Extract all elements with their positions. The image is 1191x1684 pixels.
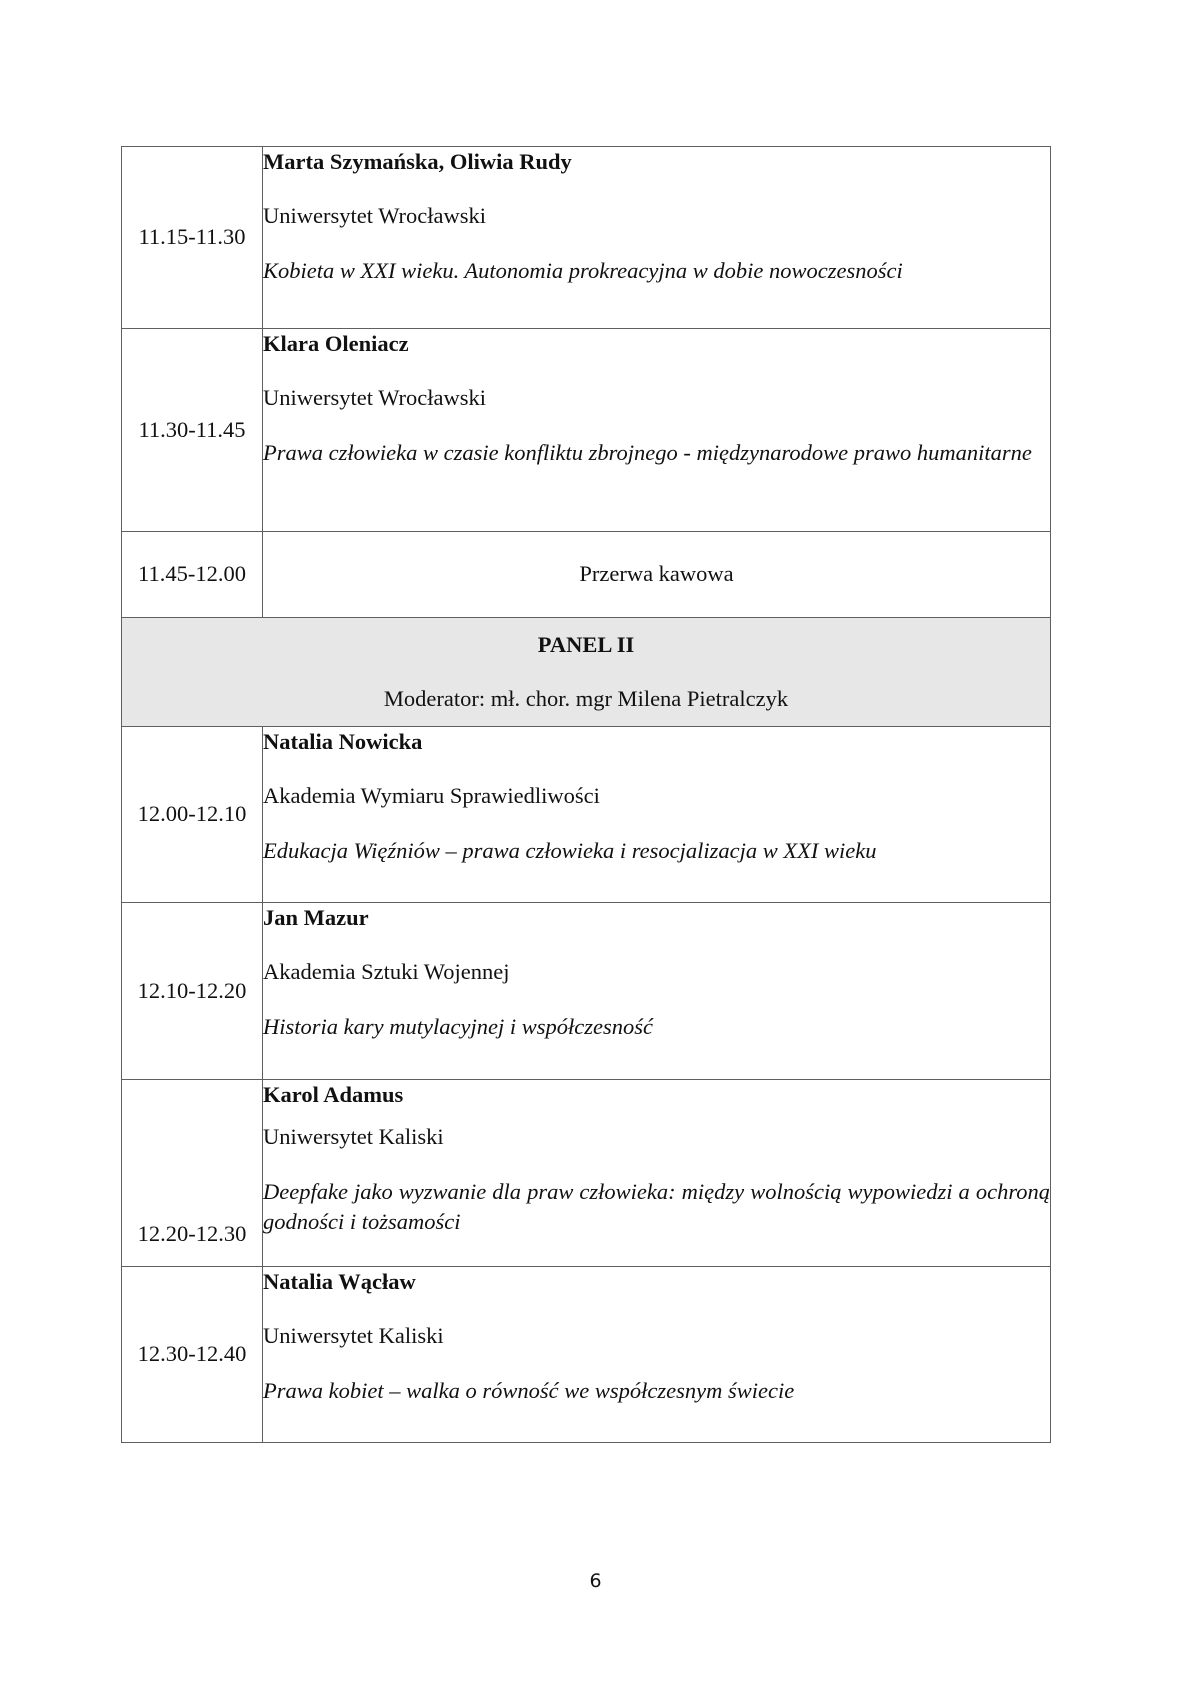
- time-slot: 12.30-12.40: [122, 1267, 263, 1443]
- talk-details: [263, 147, 1051, 329]
- page-number: 6: [589, 1570, 602, 1592]
- time-slot: 12.20-12.30: [122, 1080, 263, 1267]
- time-slot: 11.30-11.45: [122, 329, 263, 532]
- speaker-name: Marta Szymańska, Oliwia Rudy: [263, 149, 572, 174]
- talk-topic: Historia kary mutylacyjnej i współczesność: [263, 1013, 653, 1039]
- talk-details: [263, 727, 1051, 903]
- speaker-affiliation: Uniwersytet Wrocławski: [263, 385, 487, 411]
- speaker-name: Klara Oleniacz: [263, 331, 409, 356]
- talk-details: [263, 1267, 1051, 1443]
- table-row: [122, 1267, 1051, 1443]
- table-row: [122, 727, 1051, 903]
- panel-moderator: Moderator: mł. chor. mgr Milena Pietralczyk: [383, 686, 789, 711]
- panel-header: [122, 618, 1051, 727]
- speaker-affiliation: Akademia Wymiaru Sprawiedliwości: [263, 783, 600, 809]
- table-row: [122, 147, 1051, 329]
- table-row: [122, 1080, 1051, 1267]
- panel-title: PANEL II: [537, 631, 635, 657]
- speaker-name: Natalia Wącław: [263, 1269, 416, 1294]
- break-row: [122, 532, 1051, 618]
- time-slot: 12.10-12.20: [122, 903, 263, 1080]
- talk-topic: Deepfake jako wyzwanie dla praw człowieka: między wolnością wypowiedzi a ochroną godności i tożsamości: [263, 1178, 1050, 1235]
- speaker-affiliation: Uniwersytet Kaliski: [263, 1124, 444, 1150]
- talk-details: [263, 903, 1051, 1080]
- talk-topic: Prawa kobiet – walka o równość we współczesnym świecie: [263, 1377, 795, 1403]
- time-slot: 11.45-12.00: [122, 532, 263, 618]
- speaker-name: Jan Mazur: [263, 905, 369, 930]
- table-row: [122, 329, 1051, 532]
- panel-header-row: [122, 618, 1051, 727]
- coffee-break-label: Przerwa kawowa: [263, 532, 1051, 618]
- speaker-name: Natalia Nowicka: [263, 729, 423, 754]
- time-slot: 12.00-12.10: [122, 727, 263, 903]
- talk-topic: Prawa człowieka w czasie konfliktu zbrojnego - międzynarodowe prawo humanitarne: [263, 439, 1032, 465]
- talk-topic: Edukacja Więźniów – prawa człowieka i resocjalizacja w XXI wieku: [263, 837, 877, 863]
- speaker-name: Karol Adamus: [263, 1082, 404, 1107]
- time-slot: 11.15-11.30: [122, 147, 263, 329]
- talk-details: [263, 1080, 1051, 1267]
- speaker-affiliation: Uniwersytet Wrocławski: [263, 203, 487, 229]
- speaker-affiliation: Uniwersytet Kaliski: [263, 1323, 444, 1349]
- schedule-table: [121, 146, 1051, 1443]
- talk-details: [263, 329, 1051, 532]
- talk-topic: Kobieta w XXI wieku. Autonomia prokreacyjna w dobie nowoczesności: [263, 257, 903, 283]
- speaker-affiliation: Akademia Sztuki Wojennej: [263, 959, 510, 985]
- table-row: [122, 903, 1051, 1080]
